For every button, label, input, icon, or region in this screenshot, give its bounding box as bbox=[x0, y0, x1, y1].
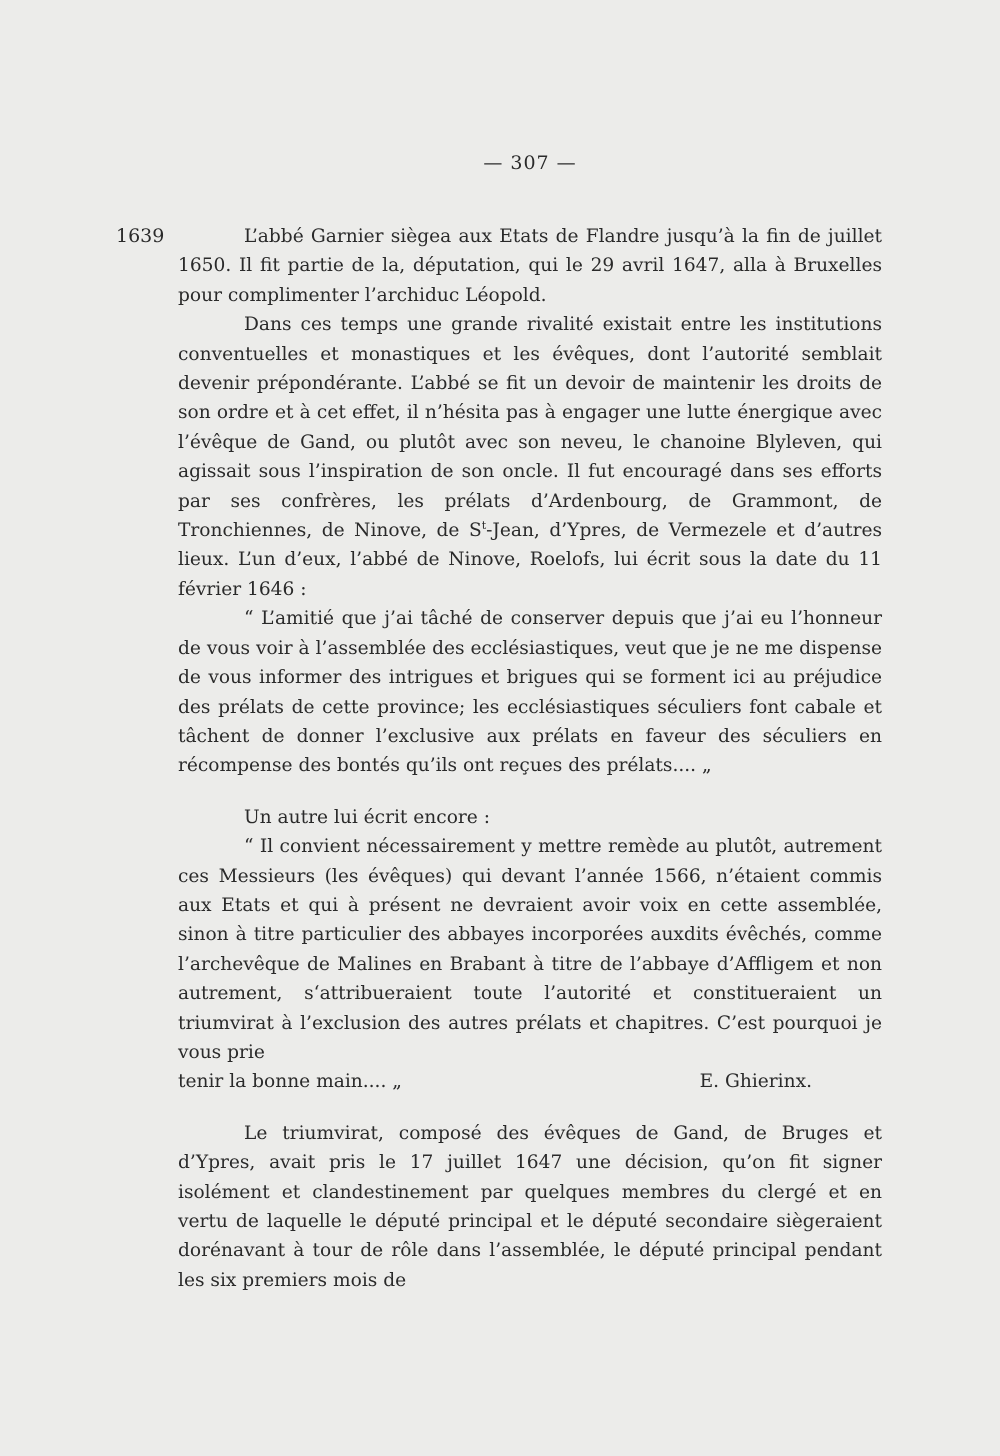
paragraph-1: L’abbé Garnier siègea aux Etats de Flandre jusqu’à la fin de juillet 1650. Il fit partie de la, députation, qui le 29 avril 1647, alla à Bruxelles pour complimenter l’archiduc Léopold. bbox=[178, 226, 882, 306]
quote-1: “ L’amitié que j’ai tâché de conserver depuis que j’ai eu l’honneur de vous voir à l’assemblée des ecclésiastiques, veut que je ne me dispense de vous informer des intrigues et brigues qui se forment ici au préjudice des prélats de cette province; les ecclésiastiques séculiers font cabale et tâchent de donner l’exclusive aux prélats en faveur des séculiers en récompense des bontés qu’ils ont reçues des prélats.... „ bbox=[178, 608, 882, 777]
margin-year: 1639 bbox=[116, 225, 165, 247]
superscript-t: t bbox=[481, 518, 487, 532]
paragraph-2-start: Dans ces temps une grande rivalité existait entre les institutions conventuelles et monastiques et les évêques, dont l’autorité semblait devenir prépondérante. L’abbé se fit un devoir de maintenir les droits de son ordre et à cet effet, il n’hésita pas à engager une lutte énergique avec l’évêque de Gand, ou plutôt avec son neveu, le chanoine Blyleven, qui agissait sous l’inspiration de son oncle. Il fut encouragé dans ses efforts par ses confrères, les prélats d’Ardenbourg, de Grammont, de Tronchiennes, de Ninove, de S bbox=[178, 314, 882, 542]
quote-2-closing bbox=[178, 1067, 882, 1096]
body-text bbox=[178, 222, 882, 1295]
paragraph-4: Un autre lui écrit encore : bbox=[244, 806, 490, 828]
quote-2-end: tenir la bonne main.... „ bbox=[178, 1071, 402, 1093]
paragraph-6: Le triumvirat, composé des évêques de Gand, de Bruges et d’Ypres, avait pris le 17 juillet 1647 une décision, qu’on fit signer isolément et clandestinement par quelques membres du clergé et en vertu de laquelle le député principal et le député secondaire siègeraient dorénavant à tour de rôle dans l’assemblée, le député principal pendant les six premiers mois de bbox=[178, 1122, 882, 1291]
paragraph-2-rest: -Jean, d’Ypres, de Vermezele et d’autres lieux. L’un d’eux, l’abbé de Ninove, Roelofs, lui écrit sous la date du 11 février 1646 : bbox=[178, 520, 882, 600]
signature: E. Ghierinx. bbox=[699, 1071, 812, 1093]
page-number: — 307 — bbox=[483, 152, 577, 174]
quote-2: “ Il convient nécessairement y mettre remède au plutôt, autrement ces Messieurs (les évêques) qui devant l’année 1566, n’étaient commis aux Etats et qui à présent ne devraient avoir voix en cette assemblée, sinon à titre particulier des abbayes incorporées auxdits évêchés, comme l’archevêque de Malines en Brabant à titre de l’abbaye d’Affligem et non autrement, s‘attribueraient toute l’autorité et constitueraient un triumvirat à l’exclusion des autres prélats et chapitres. C’est pourquoi je vous prie bbox=[178, 836, 882, 1063]
paragraph-2 bbox=[178, 310, 882, 604]
